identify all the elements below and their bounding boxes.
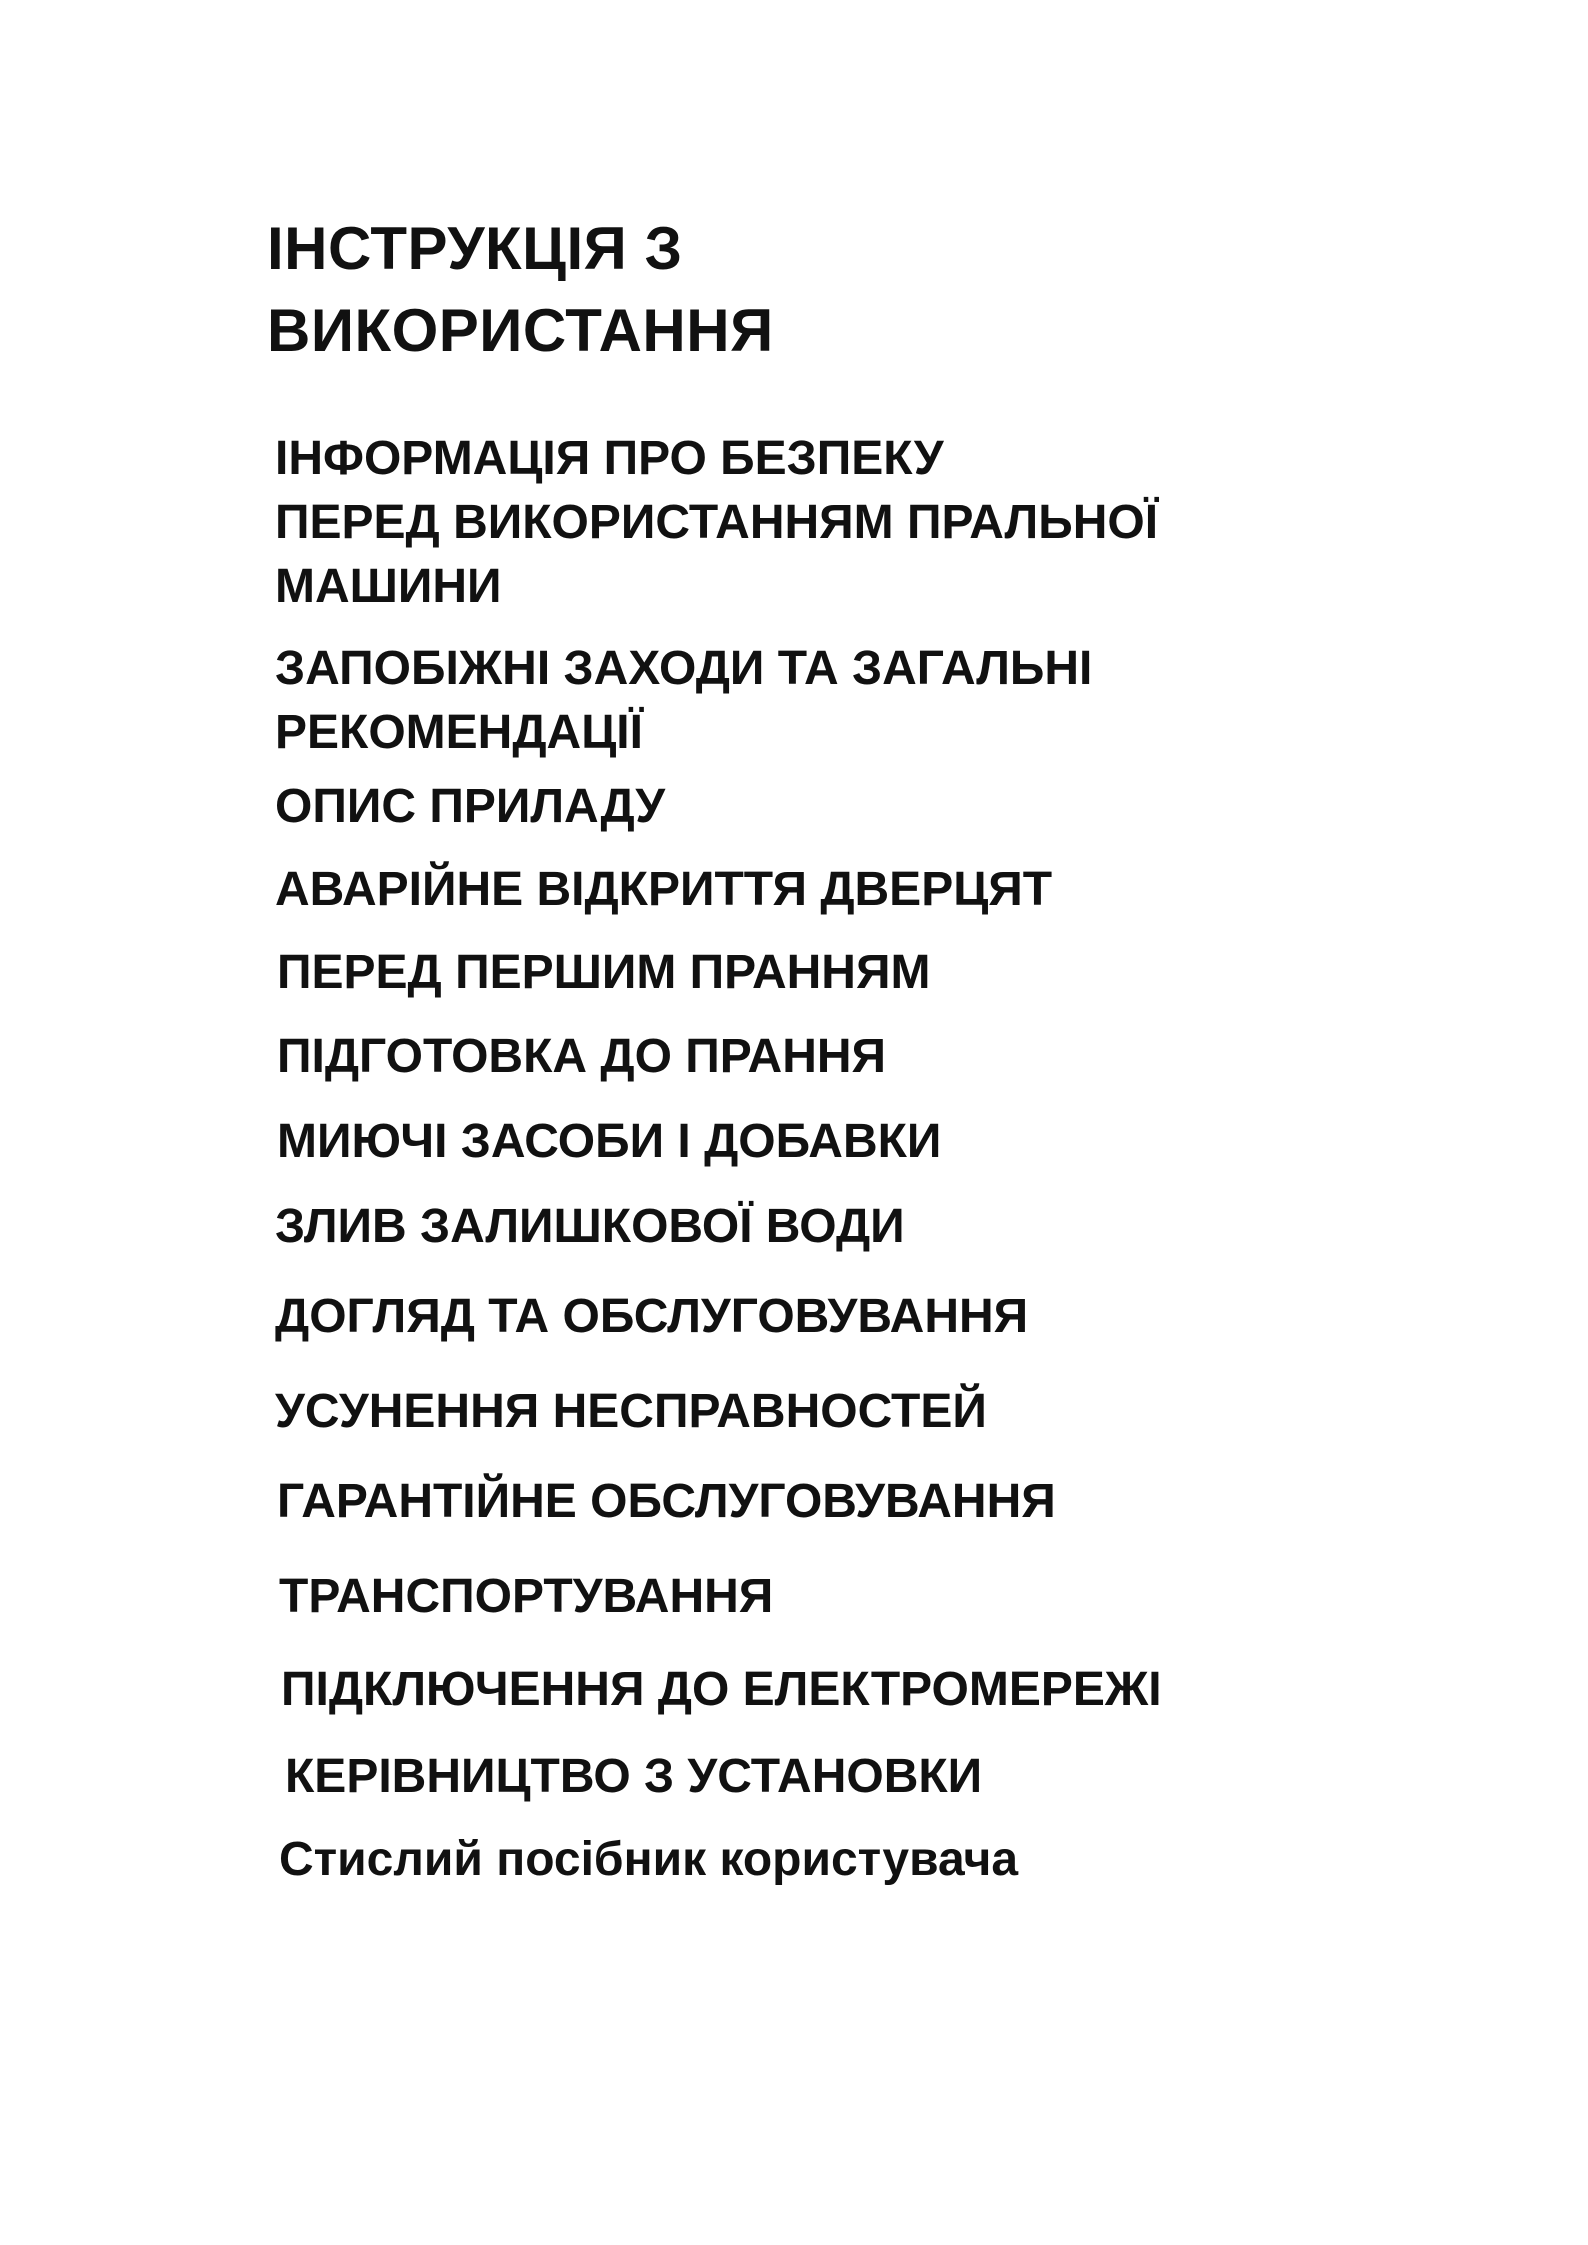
- toc-item-warranty-service: ГАРАНТІЙНЕ ОБСЛУГОВУВАННЯ: [277, 1475, 1056, 1528]
- toc-item-electrical-connection: ПІДКЛЮЧЕННЯ ДО ЕЛЕКТРОМЕРЕЖІ: [281, 1663, 1162, 1716]
- toc-item-precautions: [275, 637, 1092, 765]
- document-title-line: ІНСТРУКЦІЯ З: [267, 215, 683, 282]
- toc-item-troubleshooting: УСУНЕННЯ НЕСПРАВНОСТЕЙ: [275, 1385, 987, 1438]
- toc-item-residual-water-drain: ЗЛИВ ЗАЛИШКОВОЇ ВОДИ: [275, 1200, 905, 1253]
- toc-item-line: ПЕРЕД ВИКОРИСТАННЯМ ПРАЛЬНОЇ: [275, 496, 1158, 549]
- toc-item-line: ЗАПОБІЖНІ ЗАХОДИ ТА ЗАГАЛЬНІ: [275, 642, 1093, 695]
- toc-item-installation-guide: КЕРІВНИЦТВО З УСТАНОВКИ: [285, 1750, 983, 1803]
- toc-item-before-first-wash: ПЕРЕД ПЕРШИМ ПРАННЯМ: [277, 946, 931, 999]
- toc-item-safety-info: [275, 427, 1158, 619]
- toc-item-care-maintenance: ДОГЛЯД ТА ОБСЛУГОВУВАННЯ: [275, 1290, 1029, 1343]
- toc-item-quick-user-guide: Стислий посібник користувача: [279, 1833, 1019, 1886]
- toc-item-wash-preparation: ПІДГОТОВКА ДО ПРАННЯ: [277, 1030, 887, 1083]
- document-title: [267, 208, 774, 372]
- toc-item-line: РЕКОМЕНДАЦІЇ: [275, 706, 643, 759]
- toc-item-transportation: ТРАНСПОРТУВАННЯ: [279, 1570, 774, 1623]
- toc-item-appliance-description: ОПИС ПРИЛАДУ: [275, 780, 666, 833]
- toc-item-line: МАШИНИ: [275, 560, 502, 613]
- toc-item-emergency-door-opening: АВАРІЙНЕ ВІДКРИТТЯ ДВЕРЦЯТ: [275, 863, 1053, 916]
- toc-item-line: ІНФОРМАЦІЯ ПРО БЕЗПЕКУ: [275, 432, 944, 485]
- document-title-line: ВИКОРИСТАННЯ: [267, 297, 774, 364]
- toc-item-detergents-additives: МИЮЧІ ЗАСОБИ І ДОБАВКИ: [277, 1115, 942, 1168]
